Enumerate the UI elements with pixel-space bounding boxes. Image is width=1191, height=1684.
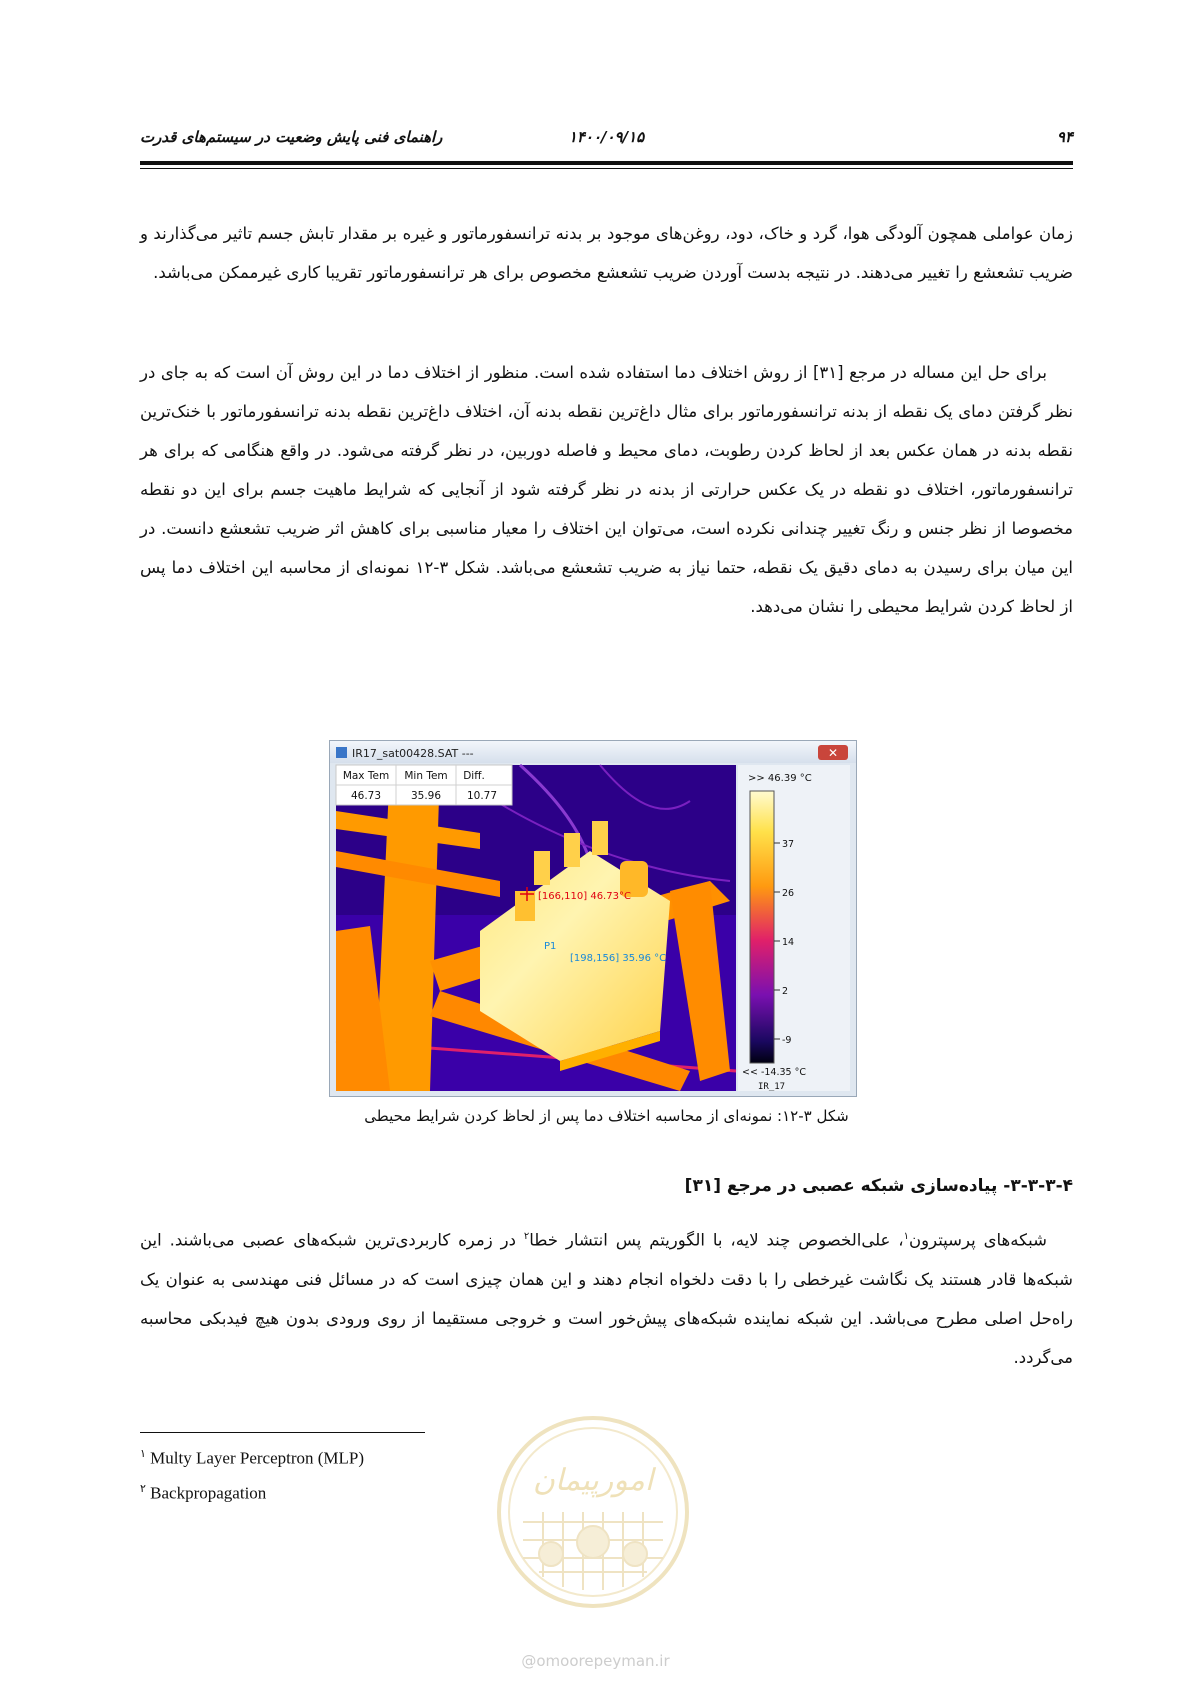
- header-diff: Diff.: [463, 770, 485, 782]
- cold-point-label: [198,156] 35.96 °C: [570, 953, 667, 964]
- scale-max: >> 46.39 °C: [748, 773, 812, 784]
- scale-tick: 26: [782, 888, 795, 899]
- section-heading: ۳-۳-۳-۴- پیاده‌سازی شبکه عصبی در مرجع [۳۱]: [684, 1176, 1073, 1196]
- seal-logo-icon: [493, 1412, 693, 1612]
- window-app-icon: [336, 747, 347, 758]
- scale-tick: -9: [782, 1035, 792, 1046]
- page-header: [140, 128, 1073, 150]
- p3-part-3: در زمره کاربردی‌ترین شبکه‌های عصبی می‌باشند. این شبکه‌ها قادر هستند یک نگاشت غیرخطی را با دقت دلخواه انجام دهند و این همان چیزی است که در مسائل فنی مهندسی به عنوان یک راه‌حل اصلی مطرح می‌باشد. این شبکه نماینده شبکه‌های پیش‌خور است و خروجی مستقیما از روی ورودی بدون هیچ فیدبکی محاسبه می‌گردد.: [140, 1230, 1073, 1367]
- bushing: [534, 851, 550, 885]
- footnote-1: [140, 1447, 364, 1469]
- header-max-temp: Max Tem: [342, 770, 390, 782]
- figure-caption: شکل ۳-۱۲: نمونه‌ای از محاسبه اختلاف دما پس از لحاظ کردن شرایط محیطی: [364, 1107, 849, 1125]
- page-number: ۹۴: [1056, 128, 1073, 146]
- paragraph-2-text: برای حل این مساله در مرجع [۳۱] از روش اختلاف دما استفاده شده است. منظور از اختلاف دما در این روش آن است که به جای در نظر گرفتن دمای یک نقطه از بدنه ترانسفورماتور برای مثال داغ‌ترین نقطه بدنه آن، اختلاف داغ‌ترین نقطه بدنه ترانسفورماتور با خنک‌ترین نقطه بدنه در همان عکس بعد از لحاظ کردن رطوبت، دمای محیط و فاصله دوربین، در نظر گرفته می‌شود. در واقع هنگامی که برای هر ترانسفورماتور، اختلاف دو نقطه در یک عکس حرارتی از بدنه در نظر گرفته شود از آنجایی که شرایط ماهیت جسم برای این دو نقطه مخصوصا از نظر جنس و رنگ تغییر چندانی نکرده است، می‌توان این اختلاف را معیار مناسبی برای کاهش اثر ضریب تشعشع دانست. در این میان برای رسیدن به دمای دقیق یک نقطه، حتما نیاز به ضریب تشعشع می‌باشد. شکل ۳-۱۲ نمونه‌ای از محاسبه این اختلاف دما پس از لحاظ کردن شرایط محیطی را نشان می‌دهد.: [140, 363, 1073, 616]
- header-rule-thin: [140, 168, 1073, 169]
- watermark-seal: [493, 1412, 693, 1612]
- value-min-temp: 35.96: [410, 790, 442, 802]
- header-rule-thick: [140, 161, 1073, 165]
- value-max-temp: 46.73: [350, 790, 382, 802]
- window-title: IR17_sat00428.SAT ---: [352, 747, 474, 760]
- footnote-rule: [140, 1432, 425, 1433]
- paragraph-1-text: زمان عواملی همچون آلودگی هوا، گرد و خاک، دود، روغن‌های موجود بر بدنه ترانسفورماتور و غیره بر مقدار تابش جسم تاثیر می‌گذارند و ضریب تشعشع را تغییر می‌دهند. در نتیجه بدست آوردن ضریب تشعشع مخصوص برای هر ترانسفورماتور تقریبا کاری غیرممکن می‌باشد.: [140, 224, 1073, 282]
- p3-part-2: ، علی‌الخصوص چند لایه، با الگوریتم پس انتشار خطا: [529, 1230, 904, 1250]
- device-label: IR_17: [758, 1082, 786, 1092]
- hot-spot-label: [166,110] 46.73°C: [538, 891, 631, 902]
- svg-text:امورپیمان: امورپیمان: [532, 1463, 654, 1498]
- paragraph-1: [140, 214, 1073, 292]
- watermark-site: @omoorepeyman.ir: [521, 1652, 670, 1670]
- value-diff: 10.77: [466, 790, 498, 802]
- thermal-image-window: [329, 740, 857, 1097]
- color-scale-bar: [750, 791, 774, 1063]
- footnote-2-mark: ۲: [140, 1483, 146, 1495]
- scale-tick: 37: [782, 839, 795, 850]
- footnote-2-text: Backpropagation: [150, 1483, 267, 1503]
- close-icon: ✕: [827, 746, 839, 760]
- scale-min: << -14.35 °C: [742, 1067, 806, 1078]
- cold-point-name: P1: [544, 941, 557, 952]
- footnote-1-mark: ۱: [140, 1448, 146, 1460]
- footnote-ref-2[interactable]: ۲: [523, 1231, 530, 1242]
- header-min-temp: Min Tem: [404, 770, 448, 782]
- paragraph-3-text: [140, 1217, 1073, 1377]
- footnote-1-text: Multy Layer Perceptron (MLP): [150, 1448, 365, 1468]
- paragraph-2: [140, 353, 1073, 626]
- footnote-2: [140, 1482, 266, 1504]
- thermal-image-svg: [330, 741, 856, 1096]
- header-title: راهنمای فنی پایش وضعیت در سیستم‌های قدرت: [140, 128, 443, 146]
- footnote-ref-1[interactable]: ۱: [903, 1231, 909, 1242]
- window-close-button[interactable]: [818, 745, 848, 760]
- scale-tick: 2: [782, 986, 789, 997]
- scale-tick: 14: [782, 937, 795, 948]
- paragraph-3: [140, 1217, 1073, 1377]
- bushing: [564, 833, 580, 867]
- bushing: [592, 821, 608, 855]
- header-date: ۱۴۰۰/۰۹/۱۵: [568, 128, 645, 146]
- p3-part-1: شبکه‌های پرسپترون: [909, 1230, 1047, 1250]
